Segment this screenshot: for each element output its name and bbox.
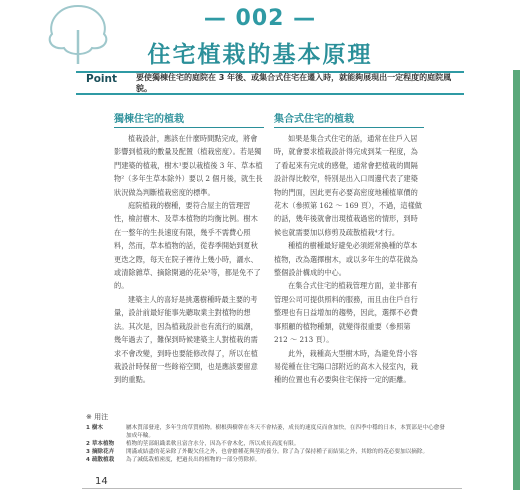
page-number: 14 [95,476,108,487]
paragraph: 如果是集合式住宅的話，通常在住戶入居時，就會要求植栽設計得完成到某一程度，為了看起來有完成的感覺，通常會把植栽的間隔設計得比較窄，特別是出入口周邊代表了建築物的門面，因此更有必要高密度地種植單價的花木（參照第 162 ～ 169 頁），不過，這樣做的話，幾年後就會出現植栽過密的情形，到時候也就需要加以修剪及疏散植栽⁴才行。 [274,134,422,237]
left-column-heading: 獨棟住宅的植栽 [114,110,264,128]
footnote-term: 4 疏散植栽 [86,457,115,463]
paragraph: 庭院植栽的樹種，要符合屋主的管理習性，檢討樹木、及草本植物的均衡比例。樹木在一整年的生長速度有限，幾乎不需費心照料，然而，草本植物的話，從春季開始到夏秋更迭之際，每天在院子裡待上幾小時，灑水、或清除雜草、摘除開過的花朵³等，都是免不了的。 [114,201,261,291]
right-column [274,110,424,387]
footnote-desc: 開滿或結盡的花朵除了外觀欠佳之外，也會搶種花與莖的養分。除了為了保持種子而結果之外，其餘的的花必要加以摘除。 [126,449,429,455]
paragraph: 此外，栽種高大型樹木時，為避免背小容易從種在住宅陽口部附近的高木入侵室內，栽種的位置也有必要與住宅保持一定的距離。 [274,348,418,385]
footnote-term: 2 草本植物 [86,441,115,447]
chapter-tab [513,70,520,490]
footnote-term: 3 摘除花卉 [86,449,115,455]
chapter-number: — 002 — [203,6,317,31]
footnote-item [86,424,446,440]
right-column-heading: 集合式住宅的植栽 [274,110,424,128]
left-column [114,110,264,387]
footnote-term: 1 樹木 [86,425,104,431]
paragraph: 建築主人的喜好是挑選樹種時最主要的考量，設計前最好能事先聽取業主對植物的想法。其次是，因為植栽設計也有流行的風潮，幾年過去了，難保到時候建築主人對植栽的需求不會改變，到時也要能修改得了，所以在植栽設計時保留一些餘裕空間，也是應該要留意到的重點。 [114,294,258,385]
footnotes [86,412,446,464]
paragraph: 植栽設計，應該在什麼時間點完成，將會影響到植栽的數量及配置（植栽密度）。若是獨門建築的植栽，樹木¹要以栽植後 3 年、草本植物²（多年生草本除外）要以 2 個月後，就生長狀況做為判斷植栽密度的標準。 [114,134,263,197]
footnotes-heading: ※ 用注 [86,413,109,421]
footnote-desc: 屬木質部發達，多年生的草質植物。樹根與樹幹在冬天不會枯萎，成長的速度反而會加快，在四季中穩的日本，本質部是中心愈發加成年輪。 [126,425,445,439]
footnote-desc: 植物的莖部組織柔軟且富含水分，因為不會木化，所以成長高度有限。 [126,441,300,447]
footnote-item [86,448,446,456]
paragraph: 種植的樹種最好避免必須經常換種的草本植物，改為選擇樹木，或以多年生的草花做為整個設計構成的中心。 [274,241,418,278]
point-label: Point [86,73,118,85]
bottom-divider [82,488,462,489]
paragraph: 在集合式住宅的植栽管理方面，並非都有管理公司可提供照料的服務，而且由住戶自行整理也有日益增加的趨勢，因此，選擇不必費事照顧的植物種類，就變得很重要（參照第 212 ～ 213 頁）。 [274,281,418,345]
point-text: 要使獨棟住宅的庭院在 3 年後、或集合式住宅在遷入時，就能夠展現出一定程度的庭院風貌。 [136,73,452,93]
page-title: 住宅植栽的基本原理 [147,42,373,68]
footnote-item [86,456,446,464]
footnote-desc: 為了減低栽植密度，把過長出的植物的一部分剪除掉。 [126,457,261,463]
footnote-item [86,440,446,448]
